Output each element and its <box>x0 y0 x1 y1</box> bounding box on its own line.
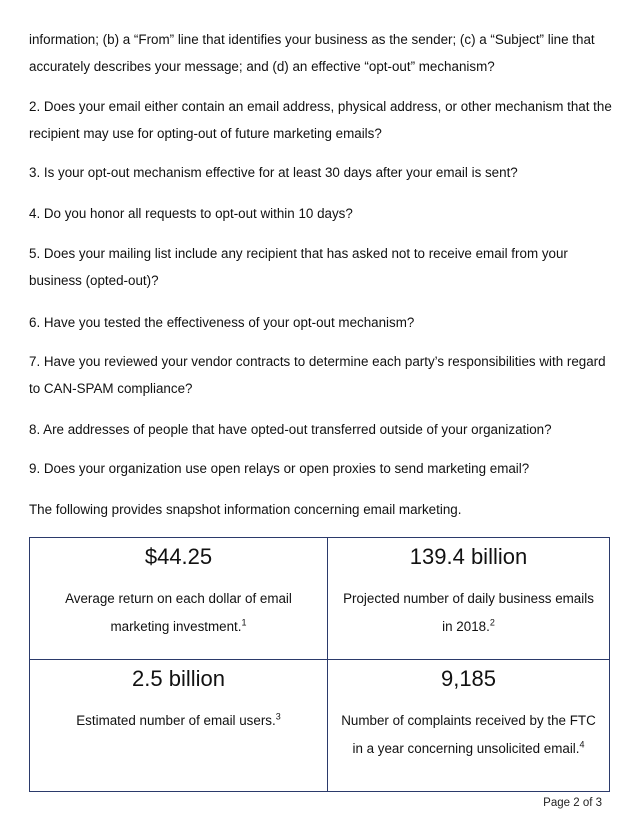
stat-value: 139.4 billion <box>409 544 528 569</box>
stat-cell-ftc-complaints <box>328 660 609 791</box>
paragraph-q9: 9. Does your organization use open relays or open proxies to send marketing email? <box>29 461 530 476</box>
paragraph-q3: 3. Is your opt-out mechanism effective for at least 30 days after your email is sent? <box>29 165 518 180</box>
stat-cell-roi <box>30 538 328 660</box>
paragraph-q8: 8. Are addresses of people that have opted-out transferred outside of your organization? <box>29 422 552 437</box>
stat-description: Estimated number of email users.$^3$ <box>76 711 281 728</box>
stat-cell-email-users <box>30 660 328 791</box>
page-number: Page 2 of 3 <box>543 797 602 809</box>
stat-description: Number of complaints received by the FTC in a year concerning unsolicited email.$^4$ <box>341 713 596 756</box>
footnote-marker: 2 <box>489 617 495 628</box>
stat-cell-daily-emails <box>328 538 609 660</box>
footnote-marker: 3 <box>275 711 281 722</box>
paragraph-q7: 7. Have you reviewed your vendor contracts to determine each party’s responsibilities with regard to CAN-SPAM compliance? <box>29 354 606 396</box>
paragraph-q5: 5. Does your mailing list include any recipient that has asked not to receive email from your business (opted-out)? <box>29 246 568 288</box>
stat-value: 2.5 billion <box>132 666 225 691</box>
paragraph-snapshot-intro: The following provides snapshot information concerning email marketing. <box>29 502 462 517</box>
footnote-marker: 1 <box>241 617 247 628</box>
stat-value: $44.25 <box>144 544 213 569</box>
stat-value: 9,185 <box>440 666 497 691</box>
footnote-marker: 4 <box>579 739 585 750</box>
paragraph-q6: 6. Have you tested the effectiveness of your opt-out mechanism? <box>29 315 415 330</box>
stat-description: Average return on each dollar of email marketing investment.$^1$ <box>65 591 292 634</box>
stats-table <box>29 537 610 792</box>
paragraph-q2: 2. Does your email either contain an email address, physical address, or other mechanism that the recipient may use for opting-out of future marketing emails? <box>29 99 612 141</box>
paragraph-q4: 4. Do you honor all requests to opt-out within 10 days? <box>29 206 353 221</box>
stat-description: Projected number of daily business emails in 2018.$^2$ <box>343 591 594 634</box>
paragraph-q1-continued: information; (b) a “From” line that identifies your business as the sender; (c) a “Subject” line that accurately describes your message; and (d) an effective “opt-out” mechanism? <box>29 32 595 74</box>
